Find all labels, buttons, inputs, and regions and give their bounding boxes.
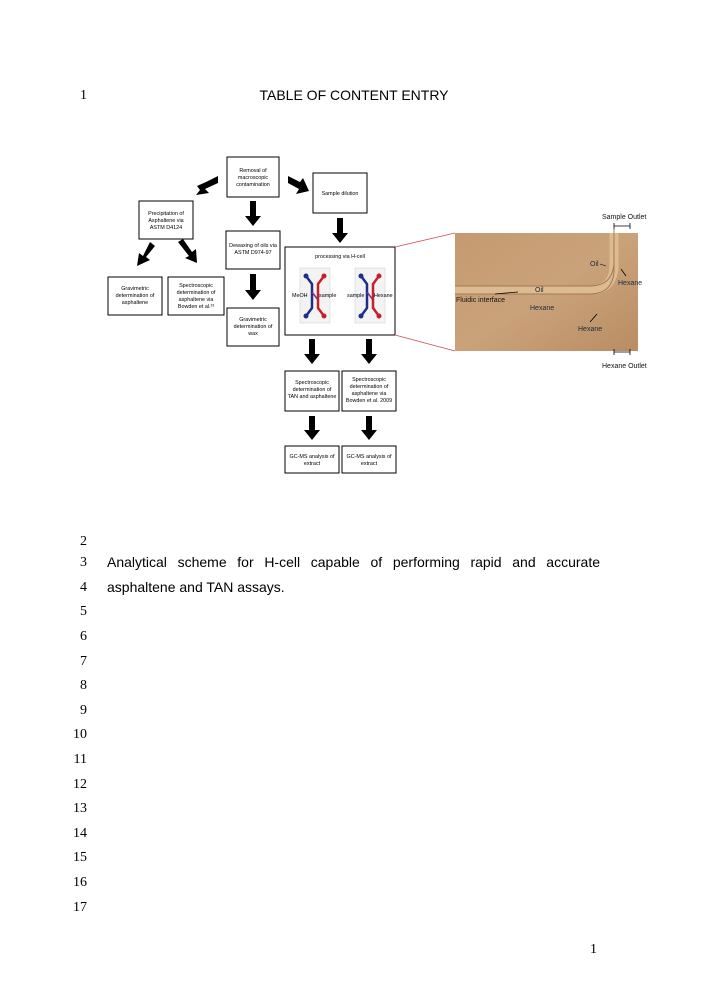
- svg-text:Gravimetric: Gravimetric: [121, 286, 149, 292]
- svg-text:GC-MS analysis of: GC-MS analysis of: [289, 454, 335, 460]
- box-precipitation: [139, 201, 193, 239]
- svg-text:Fluidic interface: Fluidic interface: [456, 297, 506, 304]
- svg-text:MeOH: MeOH: [292, 293, 308, 299]
- svg-text:Sample Outlet: Sample Outlet: [602, 214, 647, 221]
- box-spectroscopic-bowden: [342, 371, 396, 411]
- line-number: 5: [80, 604, 87, 619]
- line-number: 13: [73, 801, 87, 816]
- svg-text:TAN and asphaltene: TAN and asphaltene: [287, 394, 337, 400]
- svg-text:wax: wax: [248, 331, 258, 337]
- microscope-photo: [455, 229, 638, 351]
- svg-text:extract: extract: [303, 461, 321, 467]
- line-number: 9: [80, 703, 87, 718]
- svg-text:Bowden et al. 2009: Bowden et al. 2009: [345, 398, 393, 404]
- line-number: 10: [73, 727, 87, 742]
- box-gcms-2: [342, 446, 396, 473]
- svg-text:Oil: Oil: [590, 261, 599, 268]
- svg-text:Removal of: Removal of: [239, 168, 267, 174]
- line-number: 6: [80, 629, 87, 644]
- callout-line-top: [395, 233, 455, 247]
- svg-text:asphaltene via: asphaltene via: [178, 297, 214, 303]
- line-number: 3: [80, 555, 87, 570]
- svg-text:asphaltene via: asphaltene via: [351, 391, 387, 397]
- box-spectroscopic-asphaltene: [168, 277, 224, 315]
- svg-text:ASTM D974-97: ASTM D974-97: [234, 250, 272, 256]
- svg-text:determination of: determination of: [292, 387, 332, 393]
- callout-line-bottom: [395, 335, 455, 351]
- line-number: 17: [73, 900, 87, 915]
- svg-text:asphaltene: asphaltene: [121, 300, 149, 306]
- svg-text:Dewaxing of oils via: Dewaxing of oils via: [229, 243, 277, 249]
- line-number: 4: [80, 580, 87, 595]
- svg-text:Gravimetric: Gravimetric: [239, 317, 267, 323]
- page-title: TABLE OF CONTENT ENTRY: [259, 87, 449, 103]
- line-number: 1: [80, 88, 87, 103]
- box-dewaxing: [226, 231, 280, 269]
- svg-text:Hexane Outlet: Hexane Outlet: [602, 363, 647, 370]
- svg-text:Precipitation of: Precipitation of: [148, 211, 184, 217]
- svg-text:Hexane: Hexane: [618, 280, 643, 287]
- line-number: 7: [80, 654, 87, 669]
- svg-text:ASTM D4124: ASTM D4124: [149, 225, 183, 231]
- svg-text:processing via H-cell: processing via H-cell: [315, 254, 365, 260]
- svg-text:sample: sample: [319, 293, 337, 299]
- caption-line-4: asphaltene and TAN assays.: [107, 579, 285, 595]
- svg-text:GC-MS analysis of: GC-MS analysis of: [346, 454, 392, 460]
- line-number: 2: [80, 534, 87, 549]
- caption-line-3: Analytical scheme for H-cell capable of performing rapid and accurate: [107, 554, 600, 570]
- svg-text:determination of: determination of: [115, 293, 155, 299]
- box-spectroscopic-tan: [285, 371, 339, 411]
- box-gcms-1: [285, 446, 339, 473]
- line-number: 16: [73, 875, 87, 890]
- svg-text:Spectroscopic: Spectroscopic: [352, 377, 386, 383]
- box-gravimetric-wax: [227, 308, 279, 346]
- svg-text:contamination: contamination: [236, 182, 270, 188]
- svg-text:Spectroscopic: Spectroscopic: [295, 380, 329, 386]
- svg-text:Hexane: Hexane: [578, 326, 603, 333]
- line-number: 14: [73, 826, 87, 841]
- line-number: 8: [80, 678, 87, 693]
- svg-text:determination of: determination of: [233, 324, 273, 330]
- svg-text:Asphaltene via: Asphaltene via: [148, 218, 184, 224]
- box-gravimetric-asphaltene: [108, 277, 162, 315]
- svg-text:extract: extract: [360, 461, 378, 467]
- svg-text:macroscopic: macroscopic: [237, 175, 269, 181]
- svg-text:sample: sample: [347, 293, 365, 299]
- svg-text:determination of: determination of: [349, 384, 389, 390]
- svg-text:Bowden et al.²³: Bowden et al.²³: [177, 304, 215, 310]
- line-number: 15: [73, 850, 87, 865]
- line-number: 11: [73, 752, 87, 767]
- svg-text:Hexane: Hexane: [530, 305, 555, 312]
- page-number: 1: [590, 942, 597, 957]
- svg-text:determination of: determination of: [176, 290, 216, 296]
- svg-text:Hexane: Hexane: [374, 293, 393, 299]
- box-removal: [227, 157, 279, 197]
- box-sample-dilution: [313, 173, 367, 213]
- line-number: 12: [73, 777, 87, 792]
- svg-text:Oil: Oil: [535, 287, 544, 294]
- svg-text:Sample dilution: Sample dilution: [321, 191, 359, 197]
- svg-text:Spectroscopic: Spectroscopic: [179, 283, 213, 289]
